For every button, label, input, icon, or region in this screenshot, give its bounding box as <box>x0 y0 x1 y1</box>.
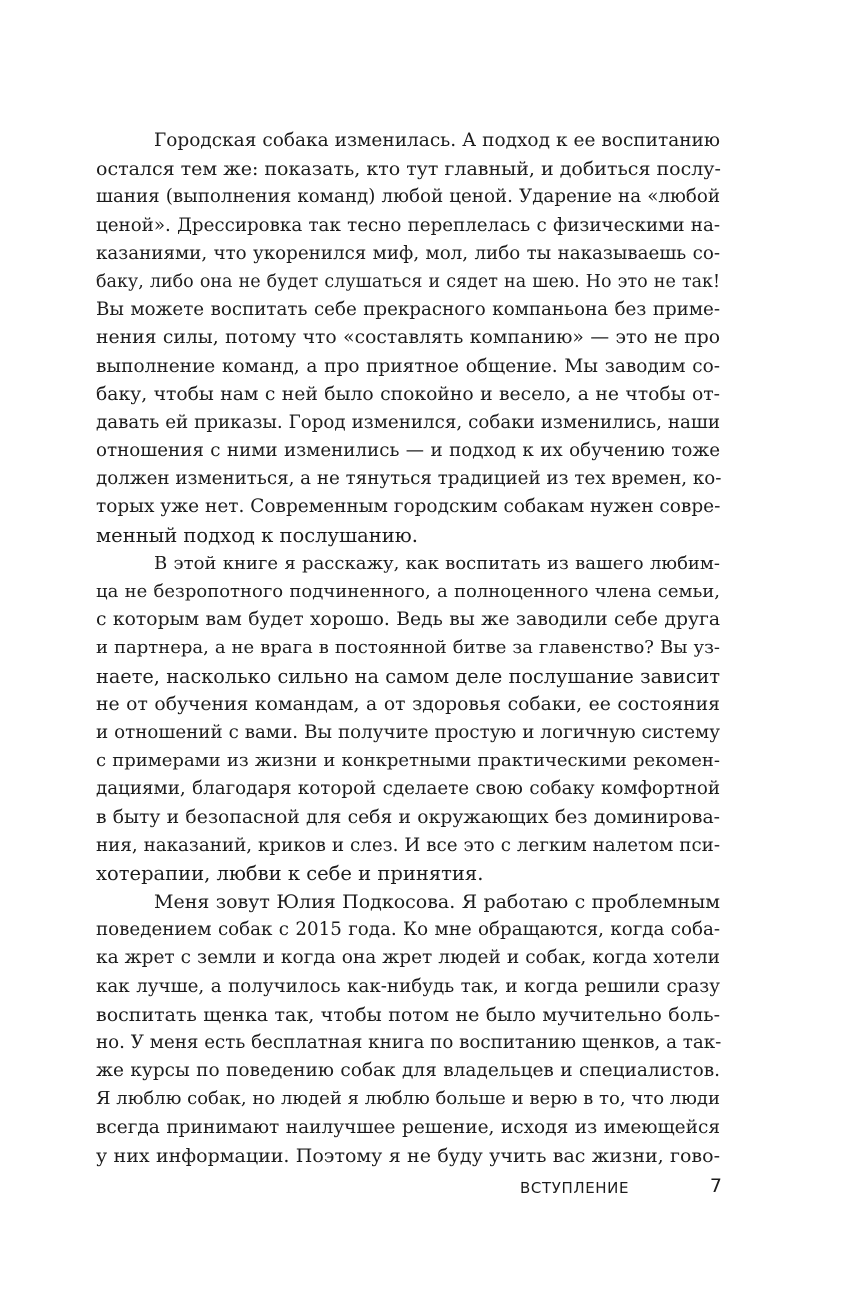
text-line: у них информации. Поэтому я не буду учить вас жизни, гово- <box>96 1144 720 1167</box>
text-line: как лучше, а получилось как-нибудь так, и когда решили сразу <box>96 975 720 997</box>
text-line: и отношений с вами. Вы получите простую и логичную систему <box>96 721 720 743</box>
text-line: с примерами из жизни и конкретными практическими рекомен- <box>96 750 720 772</box>
text-line: Меня зовут Юлия Подкосова. Я работаю с проблемным <box>154 891 720 914</box>
text-line: всегда принимают наилучшее решение, исходя из имеющейся <box>96 1116 720 1138</box>
text-line: же курсы по поведению собак для владельцев и специалистов. <box>96 1060 720 1082</box>
text-line: ца не безропотного подчиненного, а полноценного члена семьи, <box>96 581 720 602</box>
text-line: шания (выполнения команд) любой ценой. Ударение на «любой <box>96 186 720 208</box>
text-line: выполнение команд, а про приятное общение. Мы заводим со- <box>96 355 720 377</box>
text-line: баку, либо она не будет слушаться и сядет на шею. Но это не так! <box>96 271 720 292</box>
text-line: дациями, благодаря которой сделаете свою собаку комфортной <box>96 778 720 800</box>
text-line: Городская собака изменилась. А подход к ее воспитанию <box>154 130 720 151</box>
paragraph-2 <box>96 550 720 888</box>
text-line: ния, наказаний, криков и слез. И все это с легким налетом пси- <box>96 834 720 856</box>
text-line: менный подход к послушанию. <box>96 523 418 547</box>
text-line: не от обучения командам, а от здоровья собаки, ее состояния <box>96 693 720 715</box>
running-footer-section-title: ВСТУПЛЕНИЕ <box>520 1179 630 1197</box>
text-line: хотерапии, любви к себе и принятия. <box>96 861 484 885</box>
text-line: ка жрет с земли и когда она жрет людей и собак, когда хотели <box>96 947 720 969</box>
text-line: должен измениться, а не тянуться традицией из тех времен, ко- <box>96 468 722 490</box>
text-line: казаниями, что укоренился миф, мол, либо ты наказываешь со- <box>96 242 720 264</box>
text-line: отношения с ними изменились — и подход к их обучению тоже <box>96 440 720 462</box>
text-line: баку, чтобы нам с ней было спокойно и весело, а не чтобы от- <box>96 383 720 405</box>
text-line: Вы можете воспитать себе прекрасного компаньона без приме- <box>96 299 720 321</box>
text-line: Я люблю собак, но людей я люблю больше и верю в то, что люди <box>96 1088 720 1110</box>
text-line: нения силы, потому что «составлять компанию» — это не про <box>96 327 720 349</box>
text-line: остался тем же: показать, кто тут главный, и добиться послу- <box>96 158 721 181</box>
paragraph-1 <box>96 127 720 550</box>
text-line: и партнера, а не врага в постоянной битве за главенство? Вы уз- <box>96 637 720 659</box>
text-line: наете, насколько сильно на самом деле послушание зависит <box>96 664 720 688</box>
paragraph-3 <box>96 888 720 1170</box>
text-line: в быту и безопасной для себя и окружающих без доминирова- <box>96 806 720 828</box>
text-line: давать ей приказы. Город изменился, собаки изменились, наши <box>96 411 720 433</box>
text-line: торых уже нет. Современным городским собакам нужен совре- <box>96 496 721 518</box>
text-line: воспитать щенка так, чтобы потом не было мучительно боль- <box>96 1003 720 1026</box>
text-line: поведением собак с 2015 года. Ко мне обращаются, когда соба- <box>96 919 720 941</box>
text-line: с которым вам будет хорошо. Ведь вы же заводили себе друга <box>96 609 720 631</box>
text-line: В этой книге я расскажу, как воспитать из вашего любим- <box>154 552 720 574</box>
body-text <box>96 127 720 1170</box>
page-number: 7 <box>709 1175 722 1197</box>
text-line: но. У меня есть бесплатная книга по воспитанию щенков, а так- <box>96 1032 722 1053</box>
text-line: ценой». Дрессировка так тесно переплелась с физическими на- <box>96 214 720 236</box>
